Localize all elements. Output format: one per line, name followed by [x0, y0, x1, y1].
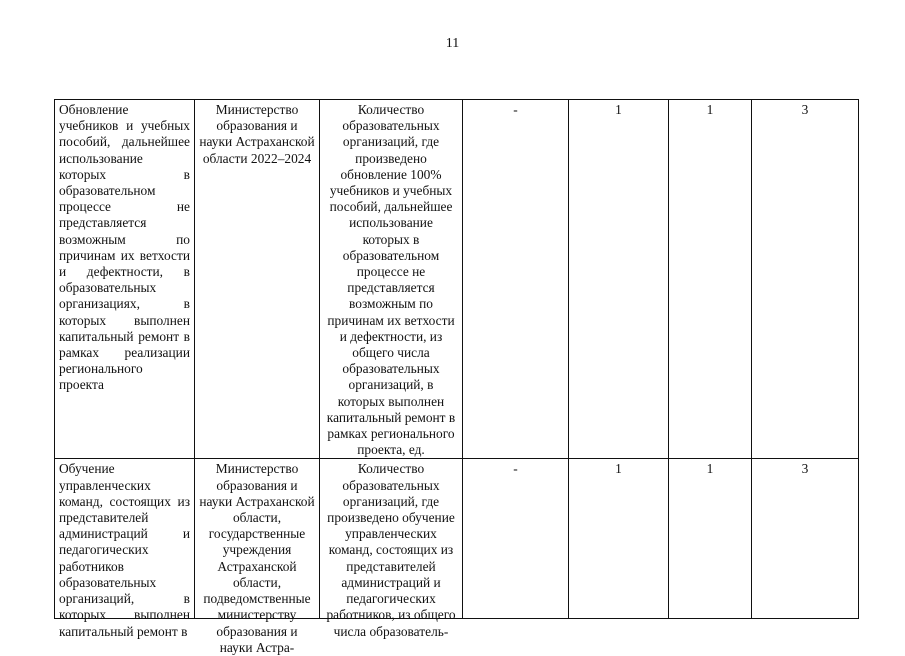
activity-cell	[55, 459, 195, 639]
value-cell: 1	[669, 459, 752, 619]
indicator-text: Количество образовательных организаций, где произведено обучение управленческих команд, состоящих из представителей администраций и педагогических работников, из общего числа образователь-	[326, 461, 456, 639]
activity-cell: Обновление учебников и учебных пособий, дальнейшее использование которых в образовательном процессе не представляется возможным по причинам их ветхости и дефектности, в образовательных организациях, в которых выполнен капитальный ремонт в рамках реализации регионального проекта	[55, 100, 195, 459]
value-cell: 1	[569, 459, 669, 619]
table-row	[55, 100, 859, 459]
measures-table	[54, 99, 859, 655]
page-number: 11	[445, 36, 460, 51]
indicator-cell	[320, 459, 463, 639]
value-cell: -	[463, 100, 569, 459]
activity-text: Обучение управленческих команд, состоящих из представителей администраций и педагогических работников образовательных организаций, в которых выполнен капитальный ремонт в	[59, 461, 190, 639]
executor-cell: Министерство образования и науки Астраханской области 2022–2024	[195, 100, 320, 459]
table-row	[55, 459, 859, 619]
value-cell: 3	[752, 100, 859, 459]
executor-text: Министерство образования и науки Астраханской области, государственные учреждения Астраханской области, подведомственные министерству образования и науки Астра-	[199, 461, 315, 655]
value-cell: 1	[569, 100, 669, 459]
value-cell: -	[463, 459, 569, 619]
value-cell: 3	[752, 459, 859, 619]
executor-cell	[195, 459, 320, 655]
indicator-cell: Количество образовательных организаций, где произведено обновление 100% учебников и учебных пособий, дальнейшее использование которых в образовательном процессе не представляется возможным по причинам их ветхости и дефектности, из общего числа образовательных организаций, в которых выполнен капитальный ремонт в рамках регионального проекта, ед.	[320, 100, 463, 459]
value-cell: 1	[669, 100, 752, 459]
